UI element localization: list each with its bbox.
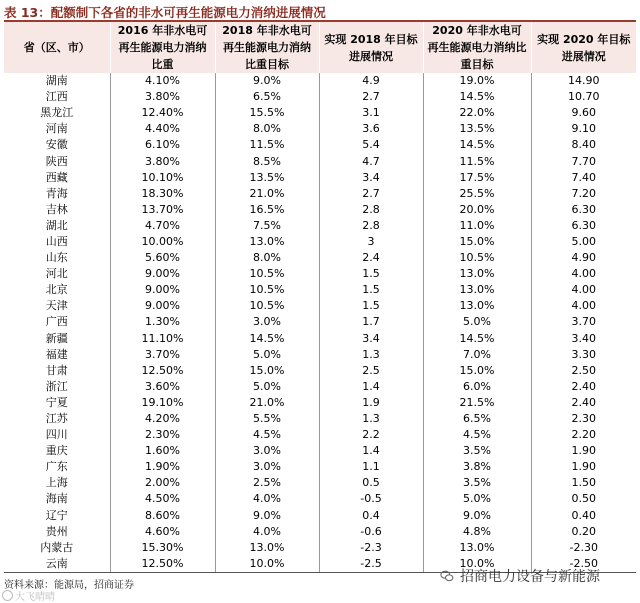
cell-2020-progress: 2.40: [571, 395, 596, 409]
cell-2018-progress: 1.5: [319, 266, 423, 282]
cell-province: 广东: [4, 459, 110, 475]
table-row: [4, 282, 636, 298]
cell-2020-progress: 14.90: [568, 74, 600, 88]
cell-2016-share: 3.80%: [110, 89, 215, 105]
cell-2016-share: 12.40%: [110, 105, 215, 121]
cell-2020-progress: 7.20: [571, 186, 596, 200]
logo-mark-icon: [2, 590, 13, 601]
table-row: [4, 379, 636, 395]
cell-2018-target: 5.0%: [215, 379, 319, 395]
cell-2020-target: 14.5%: [423, 137, 531, 153]
wechat-icon: [440, 569, 454, 583]
cell-2016-share: 10.10%: [110, 170, 215, 186]
table-row: [4, 347, 636, 363]
cell-2018-target: 10.5%: [215, 298, 319, 314]
table-row: [4, 153, 636, 169]
cell-2018-target: 3.0%: [215, 459, 319, 475]
cell-2018-progress: 1.3: [319, 411, 423, 427]
cell-2020-target: 10.0%: [423, 556, 531, 573]
cell-2020-progress: 4.00: [571, 267, 596, 281]
header-2016-share: 2016 年非水电可再生能源电力消纳比重: [110, 22, 215, 73]
cell-2020-target: 25.5%: [423, 186, 531, 202]
cell-2018-target: 8.5%: [215, 153, 319, 169]
cell-province: 云南: [4, 556, 110, 573]
cell-2020-progress: 7.40: [571, 170, 596, 184]
cell-2020-target: 21.5%: [423, 395, 531, 411]
cell-2016-share: 9.00%: [110, 266, 215, 282]
cell-2016-share: 4.10%: [110, 73, 215, 89]
cell-province: 内蒙古: [4, 540, 110, 556]
cell-province: 辽宁: [4, 508, 110, 524]
cell-province: 吉林: [4, 202, 110, 218]
table-row: [4, 475, 636, 491]
cell-2016-share: 15.30%: [110, 540, 215, 556]
cell-province: 海南: [4, 491, 110, 507]
cell-2018-progress: 2.8: [319, 202, 423, 218]
cell-2018-progress: 2.7: [319, 89, 423, 105]
cell-2018-progress: 1.4: [319, 443, 423, 459]
table-row: [4, 363, 636, 379]
cell-2018-progress: 0.5: [319, 475, 423, 491]
cell-2016-share: 5.60%: [110, 250, 215, 266]
cell-2016-share: 2.00%: [110, 475, 215, 491]
cell-2020-progress: 4.00: [571, 283, 596, 297]
cell-province: 福建: [4, 347, 110, 363]
cell-2016-share: 3.60%: [110, 379, 215, 395]
cell-2020-target: 11.0%: [423, 218, 531, 234]
cell-2016-share: 13.70%: [110, 202, 215, 218]
cell-2016-share: 9.00%: [110, 298, 215, 314]
header-2020-target: 2020 年非水电可再生能源电力消纳比重目标: [423, 22, 531, 73]
table-row: [4, 234, 636, 250]
cell-2018-target: 8.0%: [215, 250, 319, 266]
table-header: [4, 22, 636, 73]
cell-2018-progress: 3: [319, 234, 423, 250]
table-row: [4, 73, 636, 89]
cell-2018-progress: 2.4: [319, 250, 423, 266]
cell-2020-target: 3.8%: [423, 459, 531, 475]
cell-2020-target: 20.0%: [423, 202, 531, 218]
cell-2020-progress: 8.40: [571, 138, 596, 152]
cell-province: 青海: [4, 186, 110, 202]
cell-2018-target: 5.0%: [215, 347, 319, 363]
cell-2020-progress: 3.40: [571, 331, 596, 345]
cell-2018-progress: 2.7: [319, 186, 423, 202]
cell-2018-target: 8.0%: [215, 121, 319, 137]
cell-2020-target: 13.0%: [423, 266, 531, 282]
cell-2020-progress: 4.00: [571, 299, 596, 313]
cell-2020-target: 15.0%: [423, 363, 531, 379]
cell-2018-target: 4.0%: [215, 491, 319, 507]
cell-2020-target: 5.0%: [423, 491, 531, 507]
cell-2020-target: 13.0%: [423, 540, 531, 556]
table-row: [4, 266, 636, 282]
table-row: [4, 540, 636, 556]
cell-2016-share: 4.40%: [110, 121, 215, 137]
cell-2020-progress: 9.10: [571, 122, 596, 136]
cell-province: 江苏: [4, 411, 110, 427]
cell-2018-progress: 1.9: [319, 395, 423, 411]
cell-2018-progress: 2.2: [319, 427, 423, 443]
cell-2018-progress: 2.5: [319, 363, 423, 379]
cell-2018-target: 7.5%: [215, 218, 319, 234]
cell-2018-progress: 1.5: [319, 298, 423, 314]
cell-2018-target: 11.5%: [215, 137, 319, 153]
cell-2018-progress: 1.5: [319, 282, 423, 298]
cell-province: 广西: [4, 314, 110, 330]
cell-2018-target: 21.0%: [215, 395, 319, 411]
cell-2020-progress: 0.20: [571, 524, 596, 538]
cell-2016-share: 4.20%: [110, 411, 215, 427]
cell-2020-target: 13.5%: [423, 121, 531, 137]
cell-province: 浙江: [4, 379, 110, 395]
cell-2018-progress: -0.5: [319, 491, 423, 507]
cell-province: 湖北: [4, 218, 110, 234]
table-row: [4, 395, 636, 411]
cell-2020-progress: 6.30: [571, 218, 596, 232]
cell-2020-target: 7.0%: [423, 347, 531, 363]
cell-province: 山东: [4, 250, 110, 266]
cell-2020-progress: 0.40: [571, 508, 596, 522]
table-row: [4, 411, 636, 427]
cell-2018-progress: 3.1: [319, 105, 423, 121]
cell-2020-target: 10.5%: [423, 250, 531, 266]
table-row: [4, 298, 636, 314]
cell-2018-target: 6.5%: [215, 89, 319, 105]
cell-2020-progress: 2.20: [571, 428, 596, 442]
cell-2018-target: 9.0%: [215, 508, 319, 524]
cell-2016-share: 10.00%: [110, 234, 215, 250]
cell-2016-share: 4.70%: [110, 218, 215, 234]
cell-province: 湖南: [4, 73, 110, 89]
logo-text: 大飞晴晴: [15, 592, 55, 603]
cell-2018-target: 4.5%: [215, 427, 319, 443]
cell-province: 四川: [4, 427, 110, 443]
cell-province: 山西: [4, 234, 110, 250]
cell-2020-target: 22.0%: [423, 105, 531, 121]
cell-2018-progress: 1.4: [319, 379, 423, 395]
cell-2018-progress: 4.7: [319, 153, 423, 169]
table-title: 表 13：配额制下各省的非水可再生能源电力消纳进展情况: [4, 5, 326, 20]
table-row: [4, 314, 636, 330]
cell-2020-target: 11.5%: [423, 153, 531, 169]
table-row: [4, 331, 636, 347]
cell-2020-target: 17.5%: [423, 170, 531, 186]
cell-2018-target: 21.0%: [215, 186, 319, 202]
cell-2018-progress: 3.4: [319, 170, 423, 186]
cell-2018-progress: 4.9: [319, 73, 423, 89]
cell-province: 陕西: [4, 153, 110, 169]
table-row: [4, 524, 636, 540]
cell-2018-target: 16.5%: [215, 202, 319, 218]
cell-2018-target: 5.5%: [215, 411, 319, 427]
logo-watermark: [2, 588, 55, 603]
cell-2020-target: 5.0%: [423, 314, 531, 330]
cell-2020-progress: 9.60: [571, 106, 596, 120]
cell-2018-target: 13.5%: [215, 170, 319, 186]
cell-2020-progress: 2.50: [571, 363, 596, 377]
cell-province: 甘肃: [4, 363, 110, 379]
cell-2018-progress: 3.4: [319, 331, 423, 347]
cell-2020-target: 13.0%: [423, 282, 531, 298]
table-body: [4, 73, 636, 572]
cell-2018-target: 13.0%: [215, 234, 319, 250]
cell-2016-share: 4.60%: [110, 524, 215, 540]
cell-2016-share: 3.70%: [110, 347, 215, 363]
cell-2020-progress: 2.30: [571, 412, 596, 426]
table-row: [4, 170, 636, 186]
cell-2018-progress: 2.8: [319, 218, 423, 234]
cell-2020-target: 3.5%: [423, 443, 531, 459]
cell-2020-progress: 4.90: [571, 251, 596, 265]
cell-2018-progress: 1.7: [319, 314, 423, 330]
cell-province: 河北: [4, 266, 110, 282]
cell-2016-share: 1.90%: [110, 459, 215, 475]
cell-2018-target: 3.0%: [215, 443, 319, 459]
cell-2020-target: 19.0%: [423, 73, 531, 89]
cell-2020-progress: 0.50: [571, 492, 596, 506]
cell-2020-target: 13.0%: [423, 298, 531, 314]
cell-2020-target: 9.0%: [423, 508, 531, 524]
cell-2016-share: 1.30%: [110, 314, 215, 330]
table-row: [4, 459, 636, 475]
cell-2016-share: 3.80%: [110, 153, 215, 169]
cell-2018-target: 15.0%: [215, 363, 319, 379]
cell-province: 西藏: [4, 170, 110, 186]
header-2018-progress: 实现 2018 年目标进展情况: [319, 22, 423, 73]
cell-2016-share: 2.30%: [110, 427, 215, 443]
cell-province: 天津: [4, 298, 110, 314]
cell-2018-target: 10.0%: [215, 556, 319, 573]
cell-province: 新疆: [4, 331, 110, 347]
cell-2020-target: 14.5%: [423, 331, 531, 347]
cell-province: 北京: [4, 282, 110, 298]
table-row: [4, 218, 636, 234]
cell-2016-share: 9.00%: [110, 282, 215, 298]
cell-2016-share: 4.50%: [110, 491, 215, 507]
cell-2018-progress: -2.3: [319, 540, 423, 556]
cell-2020-progress: 1.90: [571, 444, 596, 458]
cell-province: 上海: [4, 475, 110, 491]
cell-2020-target: 6.5%: [423, 411, 531, 427]
table-row: [4, 105, 636, 121]
watermark-text: 招商电力设备与新能源: [460, 569, 600, 585]
table-row: [4, 137, 636, 153]
table-row: [4, 89, 636, 105]
table-row: [4, 427, 636, 443]
cell-2020-target: 14.5%: [423, 89, 531, 105]
table-row: [4, 491, 636, 507]
data-table: [4, 22, 636, 573]
table-row: [4, 508, 636, 524]
wechat-watermark: [440, 566, 600, 586]
cell-2020-progress: 1.90: [571, 460, 596, 474]
table-row: [4, 250, 636, 266]
cell-2018-target: 4.0%: [215, 524, 319, 540]
header-province: 省（区、市）: [4, 22, 110, 73]
cell-2020-progress: 3.30: [571, 347, 596, 361]
cell-2018-target: 14.5%: [215, 331, 319, 347]
cell-2020-progress: 6.30: [571, 202, 596, 216]
cell-2016-share: 12.50%: [110, 363, 215, 379]
cell-2016-share: 8.60%: [110, 508, 215, 524]
cell-province: 重庆: [4, 443, 110, 459]
cell-2018-target: 9.0%: [215, 73, 319, 89]
cell-2016-share: 19.10%: [110, 395, 215, 411]
cell-2020-progress: 10.70: [568, 90, 600, 104]
table-row: [4, 121, 636, 137]
cell-province: 黑龙江: [4, 105, 110, 121]
table-row: [4, 202, 636, 218]
cell-2018-target: 3.0%: [215, 314, 319, 330]
cell-2016-share: 1.60%: [110, 443, 215, 459]
table-row: [4, 186, 636, 202]
cell-2020-target: 6.0%: [423, 379, 531, 395]
cell-province: 安徽: [4, 137, 110, 153]
cell-2018-target: 2.5%: [215, 475, 319, 491]
cell-2018-progress: -0.6: [319, 524, 423, 540]
cell-2016-share: 18.30%: [110, 186, 215, 202]
cell-2018-progress: 1.3: [319, 347, 423, 363]
cell-2020-progress: 2.40: [571, 379, 596, 393]
cell-2018-target: 15.5%: [215, 105, 319, 121]
cell-2016-share: 6.10%: [110, 137, 215, 153]
cell-province: 江西: [4, 89, 110, 105]
cell-2020-target: 3.5%: [423, 475, 531, 491]
cell-2018-progress: 5.4: [319, 137, 423, 153]
cell-2020-progress: 5.00: [571, 234, 596, 248]
cell-2020-target: 4.5%: [423, 427, 531, 443]
cell-2020-target: 4.8%: [423, 524, 531, 540]
cell-2020-progress: 3.70: [571, 315, 596, 329]
cell-2018-progress: 1.1: [319, 459, 423, 475]
cell-2018-progress: 0.4: [319, 508, 423, 524]
cell-2020-progress: -2.50: [531, 556, 636, 573]
cell-2020-target: 15.0%: [423, 234, 531, 250]
cell-province: 贵州: [4, 524, 110, 540]
source-note: 资料来源：能源局，招商证券: [4, 580, 134, 591]
cell-2020-progress: 7.70: [571, 154, 596, 168]
cell-2018-target: 10.5%: [215, 282, 319, 298]
cell-2018-progress: 3.6: [319, 121, 423, 137]
cell-2018-target: 10.5%: [215, 266, 319, 282]
header-2018-target: 2018 年非水电可再生能源电力消纳比重目标: [215, 22, 319, 73]
cell-province: 河南: [4, 121, 110, 137]
cell-2018-target: 13.0%: [215, 540, 319, 556]
cell-2018-progress: -2.5: [319, 556, 423, 573]
table-row: [4, 443, 636, 459]
cell-2020-progress: -2.30: [569, 540, 598, 554]
cell-province: 宁夏: [4, 395, 110, 411]
cell-2020-progress: 1.50: [571, 476, 596, 490]
header-2020-progress: 实现 2020 年目标进展情况: [531, 22, 636, 73]
cell-2016-share: 11.10%: [110, 331, 215, 347]
cell-2016-share: 12.50%: [110, 556, 215, 573]
